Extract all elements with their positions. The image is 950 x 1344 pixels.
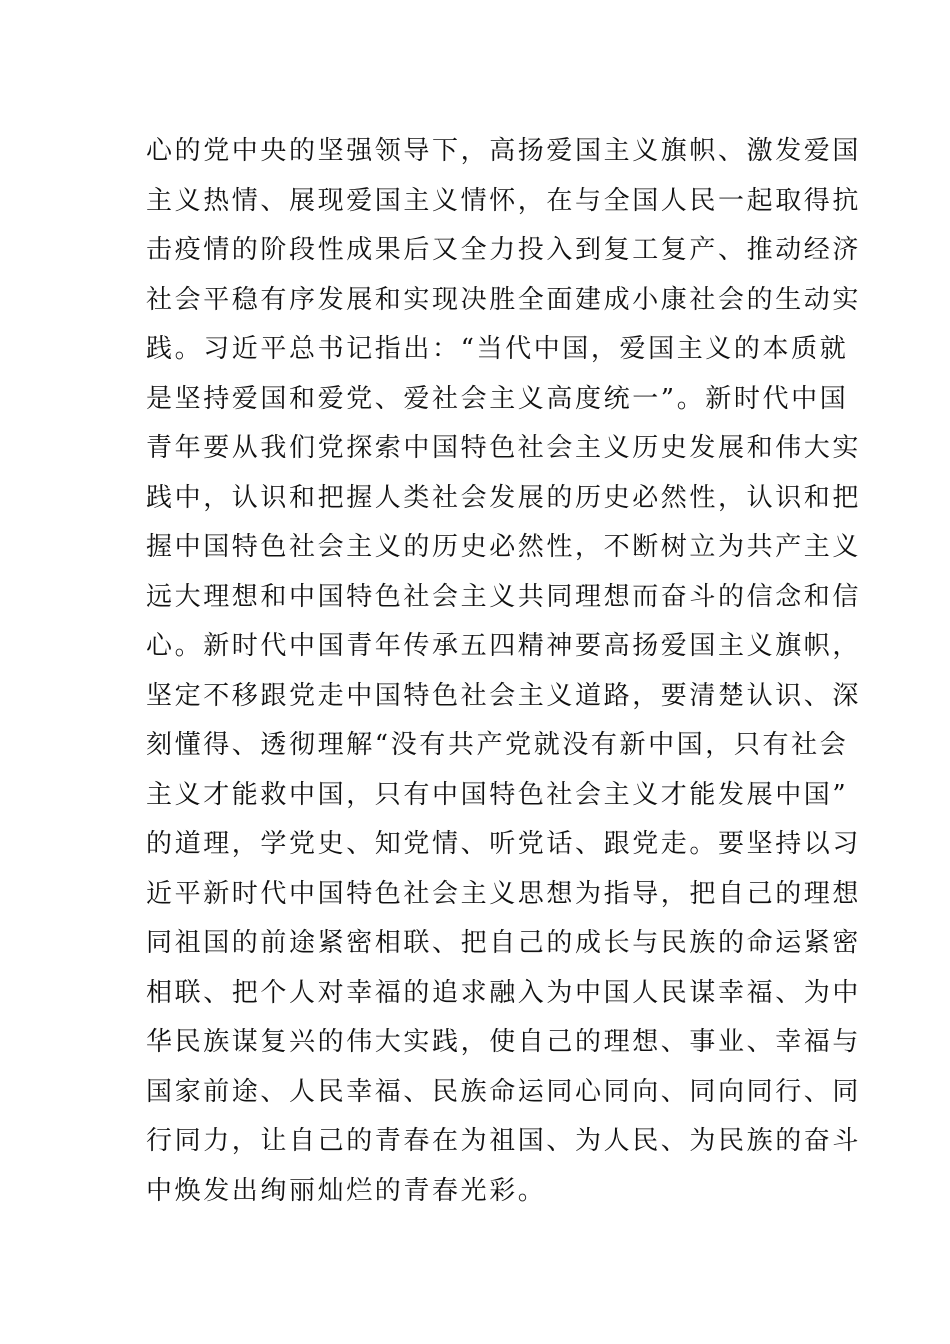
text-line: 华民族谋复兴的伟大实践，使自己的理想、事业、幸福与 [146, 1027, 862, 1057]
body-paragraph [146, 127, 862, 1216]
text-line: 国家前途、人民幸福、民族命运同心同向、同向同行、同 [146, 1076, 862, 1107]
text-line: 践中，认识和把握人类社会发展的历史必然性，认识和把 [146, 482, 862, 513]
text-line: 刻懂得、透彻理解“没有共产党就没有新中国，只有社会 [146, 730, 849, 760]
text-line: 青年要从我们党探索中国特色社会主义历史发展和伟大实 [146, 433, 862, 463]
text-line: 践。习近平总书记指出：“当代中国，爱国主义的本质就 [146, 334, 849, 364]
text-line: 的道理，学党史、知党情、听党话、跟党走。要坚持以习 [146, 829, 862, 859]
text-line: 行同力，让自己的青春在为祖国、为人民、为民族的奋斗 [146, 1126, 862, 1156]
text-line: 握中国特色社会主义的历史必然性，不断树立为共产主义 [146, 532, 862, 562]
text-line: 中焕发出绚丽灿烂的青春光彩。 [146, 1175, 547, 1206]
text-line: 心的党中央的坚强领导下，高扬爱国主义旗帜、激发爱国 [146, 136, 862, 166]
text-line: 是坚持爱国和爱党、爱社会主义高度统一”。新时代中国 [146, 383, 849, 414]
text-line: 心。新时代中国青年传承五四精神要高扬爱国主义旗帜， [146, 631, 862, 661]
text-line: 主义才能救中国，只有中国特色社会主义才能发展中国” [146, 779, 849, 810]
text-line: 远大理想和中国特色社会主义共同理想而奋斗的信念和信 [146, 581, 862, 612]
text-line: 主义热情、展现爱国主义情怀，在与全国人民一起取得抗 [146, 185, 862, 216]
text-line: 击疫情的阶段性成果后又全力投入到复工复产、推动经济 [146, 235, 862, 265]
text-line: 相联、把个人对幸福的追求融入为中国人民谋幸福、为中 [146, 977, 862, 1008]
text-line: 近平新时代中国特色社会主义思想为指导，把自己的理想 [146, 878, 862, 909]
text-line: 坚定不移跟党走中国特色社会主义道路，要清楚认识、深 [146, 680, 862, 711]
text-line: 社会平稳有序发展和实现决胜全面建成小康社会的生动实 [146, 284, 862, 315]
text-line: 同祖国的前途紧密相联、把自己的成长与民族的命运紧密 [146, 928, 862, 958]
